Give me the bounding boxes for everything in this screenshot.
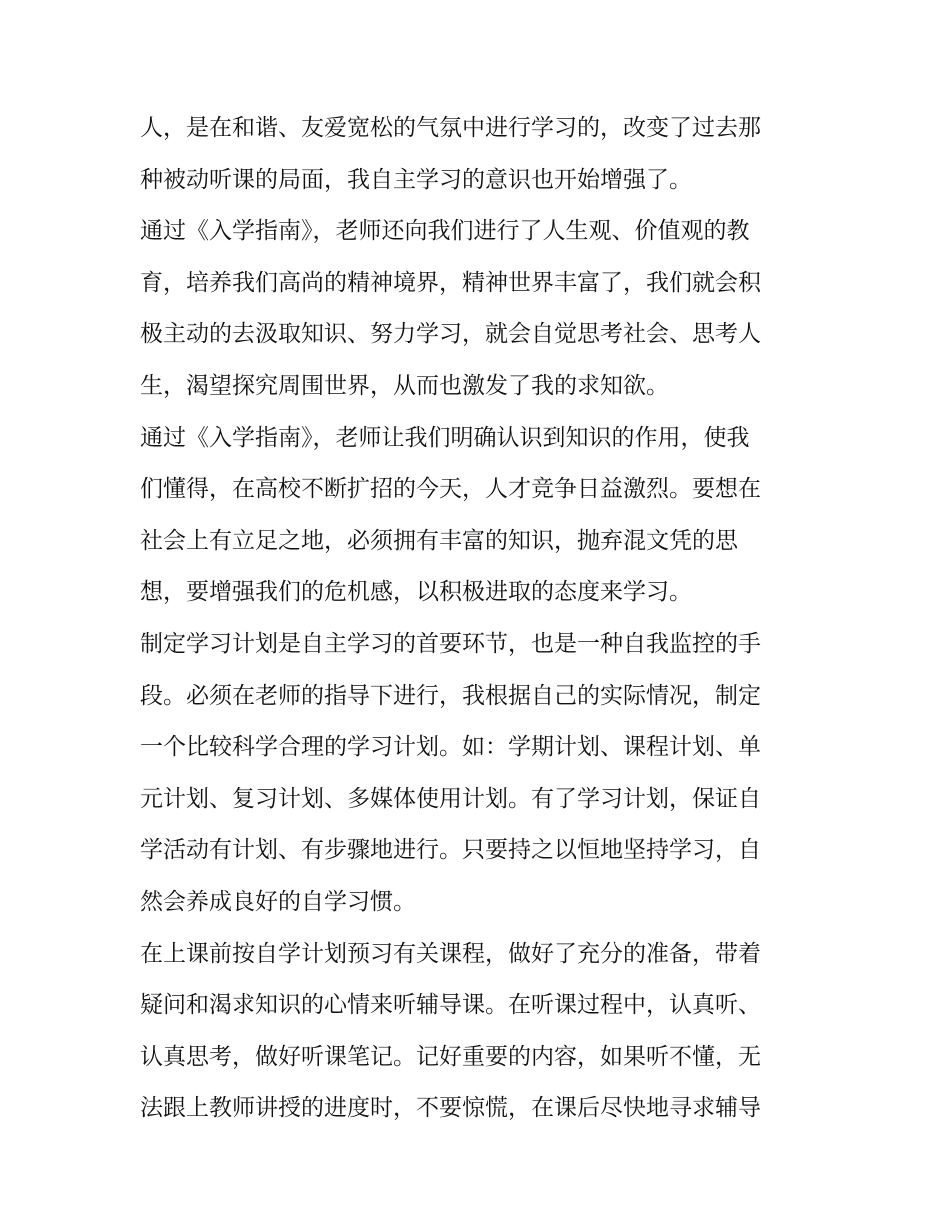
text-line: 段。必须在老师的指导下进行，我根据自己的实际情况，制定 bbox=[140, 682, 761, 709]
text-line: 生，渴望探究周围世界，从而也激发了我的求知欲。 bbox=[140, 372, 669, 399]
paragraph-3 bbox=[140, 413, 820, 619]
text-line: 元计划、复习计划、多媒体使用计划。有了学习计划，保证自 bbox=[140, 785, 761, 812]
text-line: 们懂得，在高校不断扩招的今天，人才竞争日益激烈。要想在 bbox=[140, 476, 761, 503]
text-line: 种被动听课的局面，我自主学习的意识也开始增强了。 bbox=[140, 166, 692, 193]
text-line: 社会上有立足之地，必须拥有丰富的知识，抛弃混文凭的思 bbox=[140, 527, 738, 554]
text-line: 极主动的去汲取知识、努力学习，就会自觉思考社会、思考人 bbox=[140, 321, 761, 348]
document-body bbox=[140, 103, 820, 1135]
text-line: 在上课前按自学计划预习有关课程，做好了充分的准备，带着 bbox=[140, 940, 761, 967]
paragraph-1 bbox=[140, 103, 820, 206]
text-line: 育，培养我们高尚的精神境界，精神世界丰富了，我们就会积 bbox=[140, 269, 761, 296]
text-line: 一个比较科学合理的学习计划。如：学期计划、课程计划、单 bbox=[140, 734, 761, 761]
paragraph-5 bbox=[140, 929, 820, 1135]
text-line: 疑问和渴求知识的心情来听辅导课。在听课过程中，认真听、 bbox=[140, 992, 761, 1019]
text-line: 制定学习计划是自主学习的首要环节，也是一种自我监控的手 bbox=[140, 630, 761, 657]
paragraph-2 bbox=[140, 206, 820, 412]
text-line: 人，是在和谐、友爱宽松的气氛中进行学习的，改变了过去那 bbox=[140, 115, 761, 141]
text-line: 认真思考，做好听课笔记。记好重要的内容，如果听不懂，无 bbox=[140, 1043, 761, 1070]
text-line: 通过《入学指南》，老师还向我们进行了人生观、价值观的教 bbox=[140, 218, 750, 245]
text-line: 然会养成良好的自学习惯。 bbox=[140, 888, 416, 915]
text-line: 法跟上教师讲授的进度时，不要惊慌，在课后尽快地寻求辅导 bbox=[140, 1095, 761, 1122]
text-line: 通过《入学指南》，老师让我们明确认识到知识的作用，使我 bbox=[140, 424, 750, 451]
paragraph-4 bbox=[140, 619, 820, 929]
text-line: 学活动有计划、有步骤地进行。只要持之以恒地坚持学习，自 bbox=[140, 837, 761, 864]
text-line: 想，要增强我们的危机感，以积极进取的态度来学习。 bbox=[140, 579, 692, 606]
